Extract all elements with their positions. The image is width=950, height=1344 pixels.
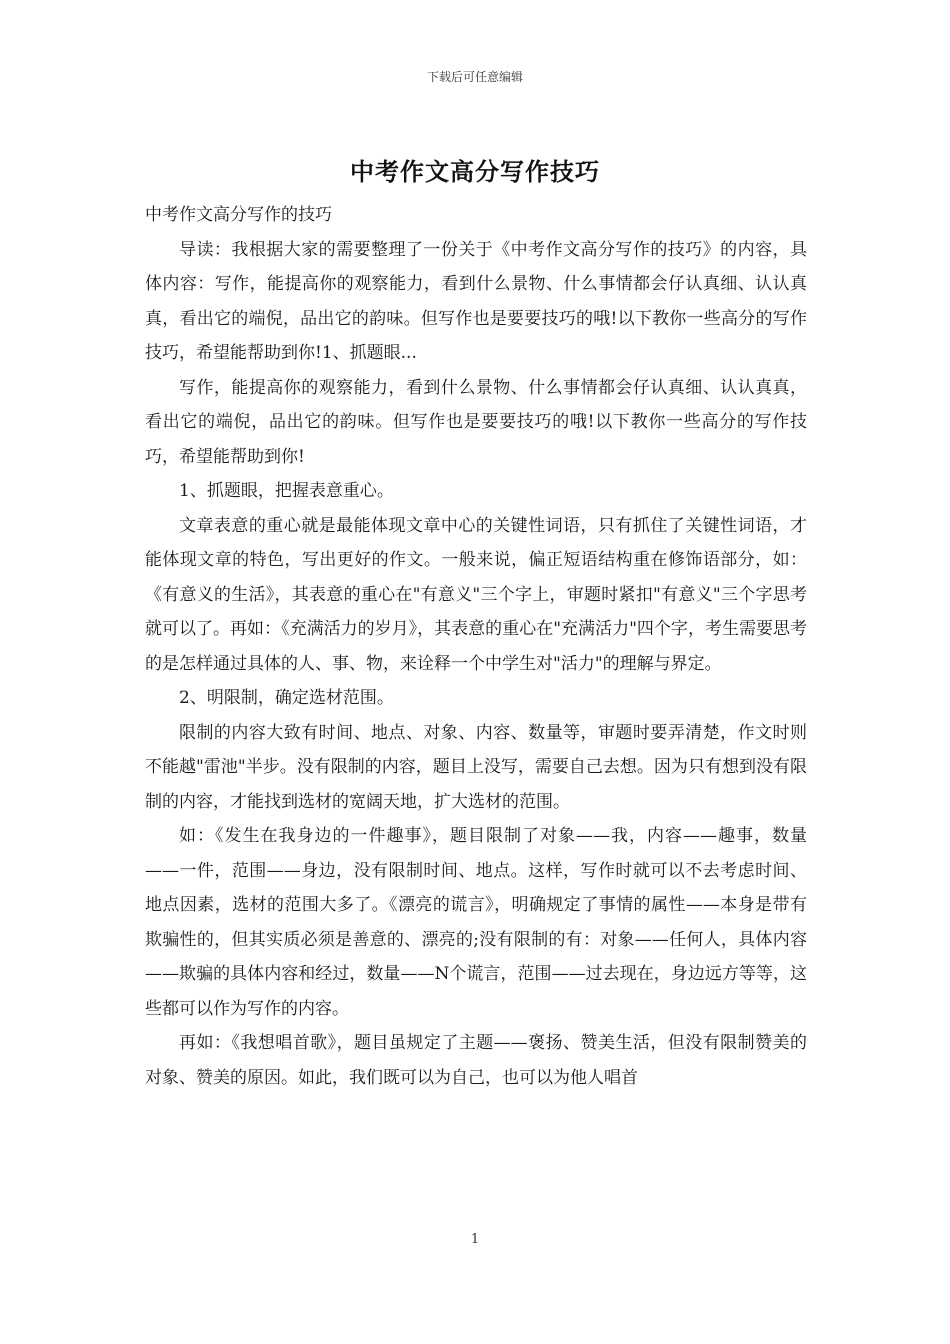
header-note: 下载后可任意编辑 [426, 70, 523, 84]
body-paragraph: 如：《发生在我身边的一件趣事》，题目限制了对象——我，内容——趣事，数量——一件，范围——身边，没有限制时间、地点。这样，写作时就可以不去考虑时间、地点因素，选材的范围大多了。《漂亮的谎言》，明确规定了事情的属性——本身是带有欺骗性的，但其实质必须是善意的、漂亮的;没有限制的有：对象——任何人，具体内容——欺骗的具体内容和经过，数量——N个谎言，范围——过去现在，身边远方等等，这些都可以作为写作的内容。 [145, 826, 807, 1019]
document-body [145, 198, 807, 1095]
document-title: 中考作文高分写作技巧 [350, 157, 600, 186]
section-heading-1: 1、抓题眼，把握表意重心。 [179, 481, 394, 501]
page-number: 1 [470, 1232, 480, 1247]
intro-paragraph: 导读：我根据大家的需要整理了一份关于《中考作文高分写作的技巧》的内容，具体内容：写作，能提高你的观察能力，看到什么景物、什么事情都会仔认真细、认认真真，看出它的端倪，品出它的韵味。但写作也是要要技巧的哦!以下教你一些高分的写作技巧，希望能帮助到你!1、抓题眼... [145, 239, 807, 363]
section-heading-2: 2、明限制，确定选材范围。 [179, 688, 394, 708]
body-paragraph: 再如：《我想唱首歌》，题目虽规定了主题——褒扬、赞美生活，但没有限制赞美的对象、赞美的原因。如此，我们既可以为自己，也可以为他人唱首 [145, 1033, 807, 1088]
subtitle-paragraph: 中考作文高分写作的技巧 [145, 205, 332, 225]
body-paragraph: 写作，能提高你的观察能力，看到什么景物、什么事情都会仔认真细、认认真真，看出它的端倪，品出它的韵味。但写作也是要要技巧的哦!以下教你一些高分的写作技巧，希望能帮助到你! [145, 377, 807, 467]
body-paragraph: 文章表意的重心就是最能体现文章中心的关键性词语，只有抓住了关键性词语，才能体现文章的特色，写出更好的作文。一般来说，偏正短语结构重在修饰语部分，如：《有意义的生活》，其表意的重心在"有意义"三个字上，审题时紧扣"有意义"三个字思考就可以了。再如：《充满活力的岁月》，其表意的重心在"充满活力"四个字，考生需要思考的是怎样通过具体的人、事、物，来诠释一个中学生对"活力"的理解与界定。 [145, 515, 807, 674]
body-paragraph: 限制的内容大致有时间、地点、对象、内容、数量等，审题时要弄清楚，作文时则不能越"雷池"半步。没有限制的内容，题目上没写，需要自己去想。因为只有想到没有限制的内容，才能找到选材的宽阔天地，扩大选材的范围。 [145, 722, 807, 812]
